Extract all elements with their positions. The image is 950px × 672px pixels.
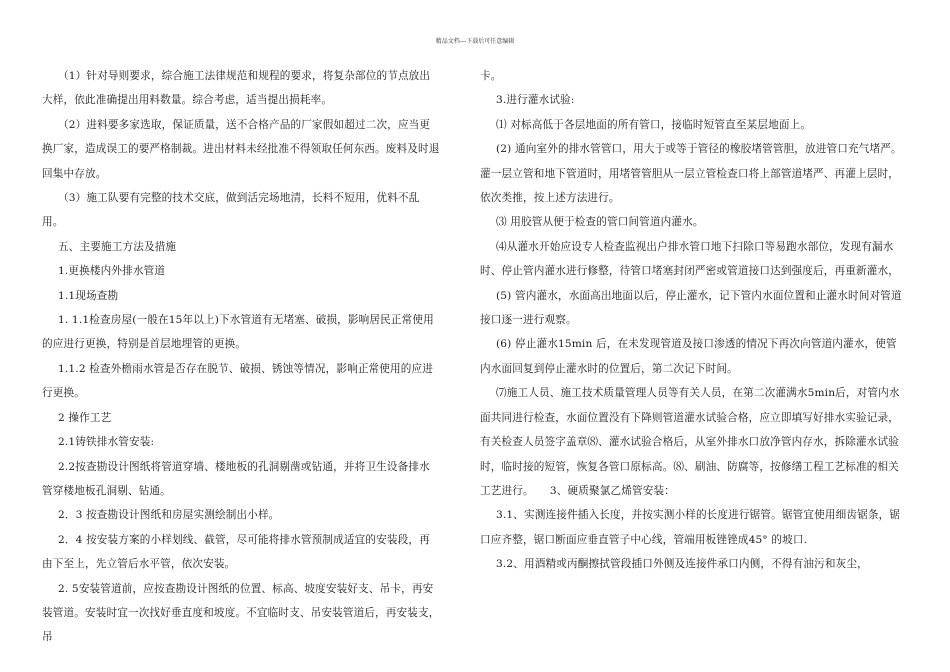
paragraph: 卡。 [480, 70, 502, 82]
paragraph: 1.1.2 检查外檐雨水管是否存在脱节、破损、锈蚀等情况，影响正常使用的应进行更换。 [42, 362, 434, 400]
paragraph: 2. 5安装管道前，应按查勘设计图纸的位置、标高、坡度安装好支、吊卡，再安装管道。安装时宜一次找好垂直度和坡度。不宜临时支、吊安装管道后，再安装支，吊 [42, 582, 440, 644]
paragraph: 3.进行灌水试验: [496, 94, 575, 107]
paragraph: 2.1铸铁排水管安装: [58, 436, 155, 449]
paragraph: (5) 管内灌水，水面高出地面以后，停止灌水，记下管内水面位置和止灌水时间对管道接口逐一进行观察。 [480, 289, 902, 327]
paragraph: 2．4 按安装方案的小样划线、截管，尽可能将排水管预制成适宜的安装段，再由下至上，先立管后水平管，依次安装。 [42, 533, 430, 571]
paragraph: ⑺施工人员、施工技术质量管理人员等有关人员，在第二次灌满水5min后，对管内水面共同进行检查，水面位置没有下降则管道灌水试验合格，应立即填写好排水实验记录，有关检查人员签字盖章⑻、灌水试验合格后，从室外排水口放净管内存水，拆除灌水试验时，临时接的短管，恢复各管口原标高。⑻、刷油、防腐等，按修缮工程工艺标准的相关工艺进行。 3、硬质聚氯乙烯管安装： [480, 387, 900, 497]
paragraph: （1）针对导则要求，综合施工法律规范和规程的要求，将复杂部位的节点放出大样，依此准确提出用料数量。综合考虑，适当提出损耗率。 [42, 70, 431, 107]
paragraph: (6) 停止灌水15min 后，在未发现管道及接口渗透的情况下再次向管道内灌水，使管内水面回复到停止灌水时的位置后，第二次记下时间。 [480, 338, 897, 375]
right-column [480, 64, 902, 577]
paragraph: 五、主要施工方法及措施 [58, 240, 177, 253]
paragraph: ⑴ 对标高低于各层地面的所有管口，接临时短管直至某层地面上。 [496, 118, 812, 131]
paragraph: 2．3 按查勘设计图纸和房屋实测绘制出小样。 [58, 509, 280, 522]
paragraph: 3.2、用酒精或丙酮擦拭管段插口外侧及连接件承口内侧，不得有油污和灰尘， [496, 558, 868, 571]
paragraph: （2）进料要多家选取，保证质量，送不合格产品的厂家假如超过二次，应当更换厂家，造成误工的要严格制裁。进出材料未经批准不得领取任何东西。废料及时退回集中存放。 [42, 118, 440, 180]
paragraph: ⑷从灌水开始应设专人检查监视出户排水管口地下扫除口等易跑水部位，发现有漏水时、停止管内灌水进行修整，待管口堵塞封闭严密或管道接口达到强度后，再重新灌水， [480, 240, 900, 278]
page-header: 精品文档---下载后可任意编辑 [435, 38, 515, 45]
paragraph: 1.更换楼内外排水管道 [58, 265, 166, 278]
paragraph: 2 操作工艺 [58, 411, 112, 424]
paragraph: (2) 通向室外的排水管管口，用大于或等于管径的橡胶堵管管胆，放进管口充气堵严。灌一层立管和地下管道时，用堵管管胆从一层立管检查口将上部管道堵严、再灌上层时，依次类推，按上述方法进行。 [480, 143, 902, 205]
paragraph: 1. 1.1检查房屋(一般在15年以上)下水管道有无堵塞、破损，影响居民正常使用的应进行更换，特别是首层地埋管的更换。 [42, 314, 434, 351]
paragraph: （3）施工队要有完整的技术交底，做到活完场地清，长料不短用，优料不乱用。 [42, 192, 420, 229]
paragraph: 2.2按查勘设计图纸将管道穿墙、楼地板的孔洞剔凿或钻通，并将卫生设备排水管穿楼地板孔洞剔、钻通。 [42, 460, 430, 497]
paragraph: 3.1、实测连接件插入长度，并按实测小样的长度进行锯管。锯管宜使用细齿锯条，锯口应齐整，锯口断面应垂直管子中心线，管端用板锉锉成45° 的坡口. [480, 509, 901, 546]
paragraph: 1.1现场查勘 [58, 289, 119, 302]
paragraph: ⑶ 用胶管从便于检查的管口间管道内灌水。 [496, 216, 704, 229]
left-column [42, 64, 440, 650]
